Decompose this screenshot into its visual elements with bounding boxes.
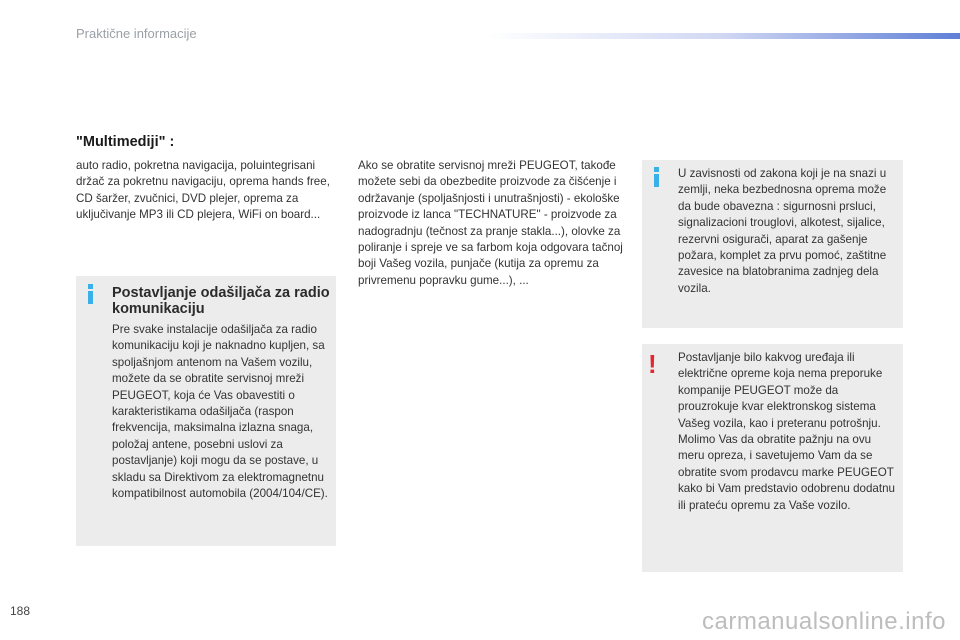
legal-equipment-text: U zavisnosti od zakona koji je na snazi u zemlji, neka bezbednosna oprema može da bude obavezna : sigurnosni prsluci, signalizacioni trouglovi, alkotest, sijalice, rezervni osigurači, aparat za gašenje požara, komplet za prvu pomoć, zaštitne zavesice na blatobranima zadnjeg dela vozila.	[678, 167, 887, 295]
multimedia-heading: "Multimediji" :	[76, 134, 175, 150]
peugeot-network-text: Ako se obratite servisnoj mreži PEUGEOT, takođe možete sebi da obezbedite proizvode za čišćenje i održavanje (spoljašnjosti i unutrašnjosti) - ekološke proizvode iz lanca "TECHNATURE" - proizvode za nadogradnju (tečnost za pranje stakla...), olovke za poliranje i spreje ve sa farbom koja odgovara tačnoj boji Vašeg vozila, punjače (kutija za opremu za privremenu popravku gume...), ...	[358, 159, 623, 287]
radio-transmitter-heading: Postavljanje odašiljača za radio komunikaciju	[112, 285, 330, 317]
multimedia-text: auto radio, pokretna navigacija, poluintegrisani držač za pokretnu navigaciju, oprema hands free, CD šaržer, zvučnici, DVD plejer, oprema za uključivanje MP3 ili CD plejera, WiFi on board...	[76, 159, 330, 222]
watermark: carmanualsonline.info	[702, 608, 946, 635]
page-number: 188	[10, 604, 31, 618]
header-decorative-bar	[488, 33, 960, 39]
page-header-title: Praktične informacije	[76, 26, 197, 41]
exclamation-warning-icon: !	[648, 349, 657, 379]
warning-text: Postavljanje bilo kakvog uređaja ili električne opreme koja nema preporuke kompanije PEUGEOT može da prouzrokuje kvar elektronskog sistema Vašeg vozila, kao i preteranu potrošnju. Molimo Vas da obratite pažnju na ovu meru opreza, i savetujemo Vam da se obratite svom prodavcu marke PEUGEOT kako bi Vam predstavio odobrenu dodatnu ili prateću opremu za Vaše vozilo.	[678, 351, 895, 512]
radio-transmitter-text: Pre svake instalacije odašiljača za radio komunikaciju koji je naknadno kupljen, sa spoljašnjom antenom na Vašem vozilu, možete da se obratite servisnoj mreži PEUGEOT, koja će Vas obavestiti o karakteristikama odašiljača (raspon frekvencija, maksimalna izlazna snaga, položaj antene, posebni uslovi za postavljanje) koji mogu da se postave, u skladu sa Direktivom za elektromagnetnu kompatibilnost automobila (2004/104/CE).	[112, 323, 328, 501]
